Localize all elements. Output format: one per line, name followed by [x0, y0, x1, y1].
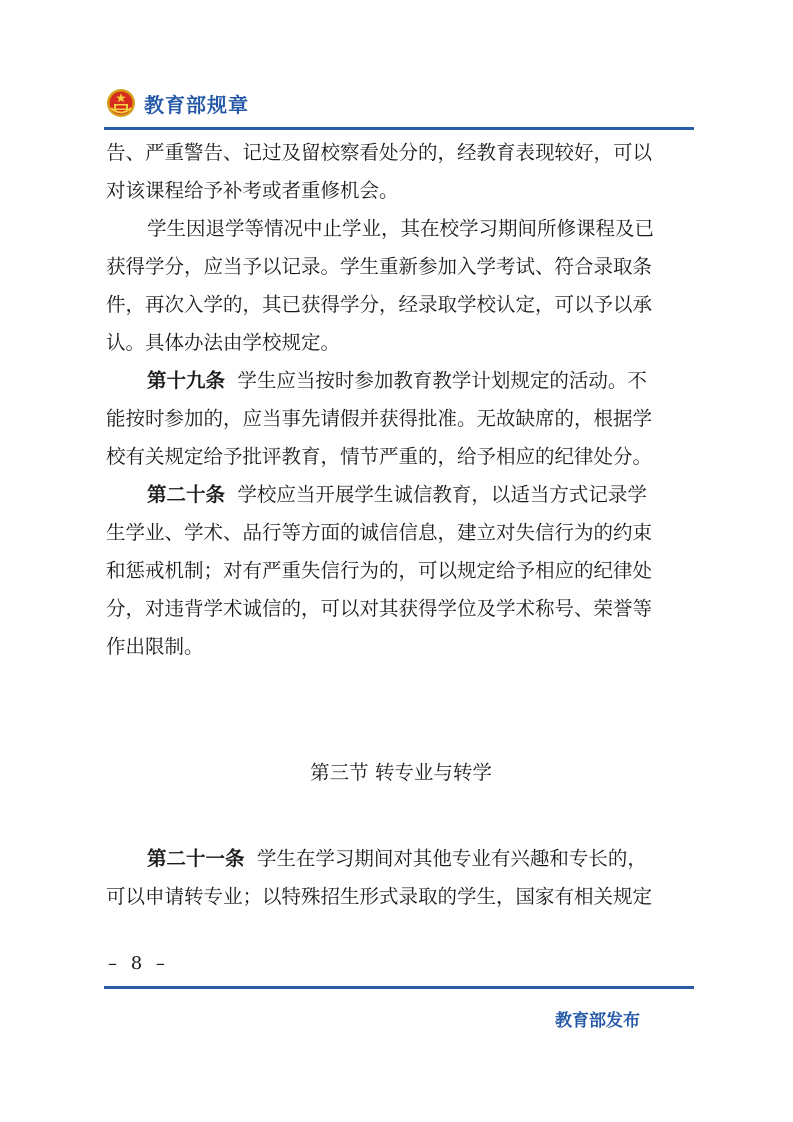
text-line: 分，对违背学术诚信的，可以对其获得学位及学术称号、荣誉等 [106, 597, 653, 620]
text-line: 可以申请转专业；以特殊招生形式录取的学生，国家有相关规定 [106, 885, 653, 908]
text-line: 和惩戒机制；对有严重失信行为的，可以规定给予相应的纪律处 [106, 559, 653, 582]
section-title: 第三节 转专业与转学 [310, 761, 492, 784]
header-divider [104, 127, 694, 130]
text-line: 校有关规定给予批评教育，情节严重的，给予相应的纪律处分。 [106, 445, 653, 468]
text-line: 对该课程给予补考或者重修机会。 [106, 179, 399, 202]
document-body [106, 134, 696, 666]
text-line: 能按时参加的，应当事先请假并获得批准。无故缺席的，根据学 [106, 407, 653, 430]
footer-divider [104, 986, 694, 989]
article-19-label: 第十九条 [147, 369, 226, 392]
document-body-lower [106, 840, 696, 916]
article-20-first-line [106, 476, 696, 514]
article-21-label: 第二十一条 [147, 847, 245, 870]
text-line: 学生因退学等情况中止学业，其在校学习期间所修课程及已 [147, 217, 655, 240]
text-line: 作出限制。 [106, 635, 204, 658]
text-line: 件，再次入学的，其已获得学分，经录取学校认定，可以予以承 [106, 293, 653, 316]
article-20-label: 第二十条 [147, 483, 226, 506]
text-line: 生学业、学术、品行等方面的诚信信息，建立对失信行为的约束 [106, 521, 653, 544]
page-header [106, 86, 249, 120]
header-title: 教育部规章 [144, 92, 249, 117]
article-21-first-line [106, 840, 696, 878]
page-number: – 8 – [108, 953, 169, 974]
text-line: 认。具体办法由学校规定。 [106, 331, 341, 354]
footer-publisher: 教育部发布 [555, 1011, 640, 1031]
text-line: 获得学分，应当予以记录。学生重新参加入学考试、符合录取条 [106, 255, 653, 278]
text-line: 告、严重警告、记过及留校察看处分的，经教育表现较好，可以 [106, 141, 653, 164]
article-19-first-line [106, 362, 696, 400]
article-20-text: 学校应当开展学生诚信教育，以适当方式记录学 [237, 483, 647, 506]
national-emblem-icon [106, 88, 136, 118]
article-19-text: 学生应当按时参加教育教学计划规定的活动。不 [237, 369, 647, 392]
article-21-text: 学生在学习期间对其他专业有兴趣和专长的， [256, 847, 647, 870]
